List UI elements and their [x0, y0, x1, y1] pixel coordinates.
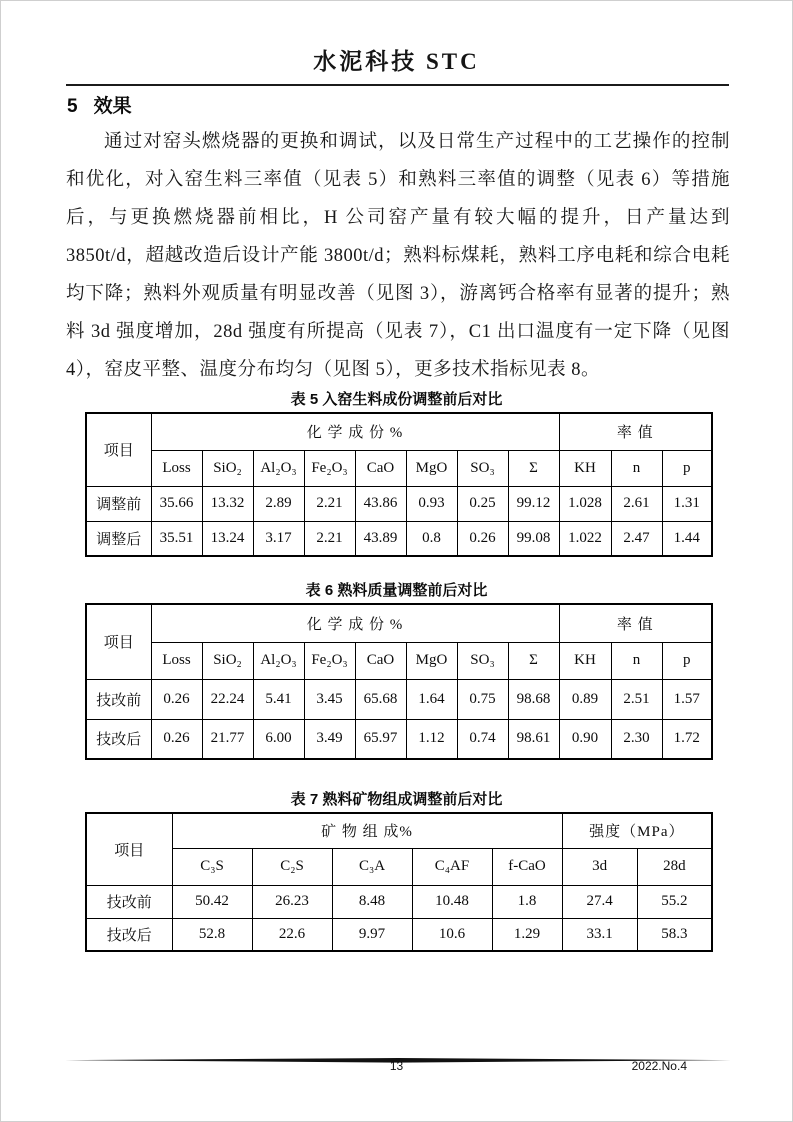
table6-col-header: n: [611, 642, 662, 679]
table6-col-header: MgO: [406, 642, 457, 679]
footer-page-number: 13: [389, 1059, 404, 1073]
table6-cell: 0.75: [457, 679, 508, 719]
table5-cell: 2.47: [611, 521, 662, 556]
table7-col-header: C₂S: [252, 848, 332, 885]
table5: [85, 412, 713, 557]
table6-cell: 0.26: [151, 719, 202, 759]
table6-cell: 1.72: [662, 719, 712, 759]
table5-col-header: CaO: [355, 450, 406, 486]
table6-col-header: SO₃: [457, 642, 508, 679]
table5-cell: 2.61: [611, 486, 662, 521]
table6-col-header: Fe₂O₃: [304, 642, 355, 679]
table7-cell: 8.48: [332, 885, 412, 918]
table7-cell: 1.29: [492, 918, 562, 951]
table5-col-header: SO₃: [457, 450, 508, 486]
table5-col-header: Al₂O₃: [253, 450, 304, 486]
table7-col-header: C₄AF: [412, 848, 492, 885]
table6-row-label: 技改前: [86, 679, 151, 719]
table5-cell: 2.89: [253, 486, 304, 521]
table6-cell: 2.51: [611, 679, 662, 719]
footer-rule: [65, 1050, 731, 1055]
table5-cell: 1.44: [662, 521, 712, 556]
table7-row-label: 技改前: [86, 885, 172, 918]
table7-cell: 1.8: [492, 885, 562, 918]
table6-cell: 98.68: [508, 679, 559, 719]
table6-row-label: 技改后: [86, 719, 151, 759]
table7-cell: 33.1: [562, 918, 637, 951]
table5-cell: 2.21: [304, 521, 355, 556]
table5-cell: 0.26: [457, 521, 508, 556]
table7-item-header: 项目: [86, 813, 172, 885]
table6-cell: 65.68: [355, 679, 406, 719]
journal-title: 水泥科技 STC: [313, 49, 480, 74]
table5-cell: 0.25: [457, 486, 508, 521]
table6-row-after: [86, 719, 712, 759]
section-heading: [67, 91, 132, 118]
table5-cell: 2.21: [304, 486, 355, 521]
table5-group2-header: 率 值: [559, 413, 712, 450]
table6-cell: 3.45: [304, 679, 355, 719]
table5-cell: 3.17: [253, 521, 304, 556]
table6-cell: 0.74: [457, 719, 508, 759]
table6-cell: 0.26: [151, 679, 202, 719]
table6-col-header: KH: [559, 642, 611, 679]
table5-col-header: SiO₂: [202, 450, 253, 486]
table5-cell: 43.86: [355, 486, 406, 521]
table7-cell: 50.42: [172, 885, 252, 918]
table5-cell: 1.022: [559, 521, 611, 556]
table5-cell: 35.51: [151, 521, 202, 556]
table6-col-header: Al₂O₃: [253, 642, 304, 679]
table7-cell: 10.6: [412, 918, 492, 951]
table7-cell: 27.4: [562, 885, 637, 918]
table7-col-header: C₃S: [172, 848, 252, 885]
table5-cell: 99.08: [508, 521, 559, 556]
table7-cell: 10.48: [412, 885, 492, 918]
table7-row-label: 技改后: [86, 918, 172, 951]
table7-col-header: 3d: [562, 848, 637, 885]
table6-item-header: 项目: [86, 604, 151, 679]
table6-col-header: CaO: [355, 642, 406, 679]
table5-col-header: p: [662, 450, 712, 486]
table5-col-header: MgO: [406, 450, 457, 486]
table7-cell: 9.97: [332, 918, 412, 951]
body-paragraph: 通过对窑头燃烧器的更换和调试，以及日常生产过程中的工艺操作的控制和优化，对入窑生料三率值（见表 5）和熟料三率值的调整（见表 6）等措施后，与更换燃烧器前相比，H 公司窑产量有较大幅的提升，日产量达到 3850t/d，超越改造后设计产能 3800t/d；熟料标煤耗，熟料工序电耗和综合电耗均下降；熟料外观质量有明显改善（见图 3），游离钙合格率有显著的提升；熟料 3d 强度增加，28d 强度有所提高（见表 7），C1 出口温度有一定下降（见图 4），窑皮平整、温度分布均匀（见图 5），更多技术指标见表 8。: [66, 132, 730, 380]
table6-cell: 0.90: [559, 719, 611, 759]
table5-row-before: [86, 486, 712, 521]
table5-cell: 43.89: [355, 521, 406, 556]
table6-cell: 1.64: [406, 679, 457, 719]
table5-row-label: 调整后: [86, 521, 151, 556]
table7-group2-header: 强度（MPa）: [562, 813, 712, 848]
table5-caption: 表 5 入窑生料成份调整前后对比: [290, 391, 503, 408]
table7-cell: 58.3: [637, 918, 712, 951]
table7-cell: 26.23: [252, 885, 332, 918]
table7: [85, 812, 713, 952]
table7-col-header: C₃A: [332, 848, 412, 885]
table5-group1-header: 化 学 成 份 %: [151, 413, 559, 450]
table6-col-header: Loss: [151, 642, 202, 679]
table6-cell: 21.77: [202, 719, 253, 759]
table5-cell: 1.31: [662, 486, 712, 521]
table6-cell: 0.89: [559, 679, 611, 719]
table5-row-label: 调整前: [86, 486, 151, 521]
table6: [85, 603, 713, 760]
table7-col-header: f-CaO: [492, 848, 562, 885]
table6-col-header: SiO₂: [202, 642, 253, 679]
footer-issue: 2022.No.4: [631, 1059, 687, 1073]
table7-row-after: [86, 918, 712, 951]
table6-row-before: [86, 679, 712, 719]
table5-cell: 1.028: [559, 486, 611, 521]
section-title: 效果: [93, 96, 132, 117]
table7-cell: 52.8: [172, 918, 252, 951]
table7-cell: 55.2: [637, 885, 712, 918]
table7-group1-header: 矿 物 组 成%: [172, 813, 562, 848]
table5-col-header: KH: [559, 450, 611, 486]
table5-cell: 35.66: [151, 486, 202, 521]
header-rule: [66, 84, 729, 86]
table7-row-before: [86, 885, 712, 918]
table5-col-header: Loss: [151, 450, 202, 486]
table6-cell: 5.41: [253, 679, 304, 719]
table7-cell: 22.6: [252, 918, 332, 951]
section-number: 5: [67, 96, 78, 117]
table6-group1-header: 化 学 成 份 %: [151, 604, 559, 642]
table5-col-header: Σ: [508, 450, 559, 486]
table5-item-header: 项目: [86, 413, 151, 486]
table5-cell: 13.32: [202, 486, 253, 521]
table6-cell: 2.30: [611, 719, 662, 759]
table7-col-header: 28d: [637, 848, 712, 885]
table5-row-after: [86, 521, 712, 556]
table6-group2-header: 率 值: [559, 604, 712, 642]
table5-cell: 0.8: [406, 521, 457, 556]
table6-cell: 98.61: [508, 719, 559, 759]
table5-cell: 99.12: [508, 486, 559, 521]
table5-col-header: n: [611, 450, 662, 486]
table6-col-header: p: [662, 642, 712, 679]
table6-cell: 22.24: [202, 679, 253, 719]
table5-cell: 0.93: [406, 486, 457, 521]
table6-cell: 65.97: [355, 719, 406, 759]
table6-cell: 3.49: [304, 719, 355, 759]
table6-caption: 表 6 熟料质量调整前后对比: [305, 582, 488, 599]
table7-caption: 表 7 熟料矿物组成调整前后对比: [290, 791, 503, 808]
table6-col-header: Σ: [508, 642, 559, 679]
table6-cell: 1.57: [662, 679, 712, 719]
table5-cell: 13.24: [202, 521, 253, 556]
table5-col-header: Fe₂O₃: [304, 450, 355, 486]
table6-cell: 6.00: [253, 719, 304, 759]
table6-cell: 1.12: [406, 719, 457, 759]
